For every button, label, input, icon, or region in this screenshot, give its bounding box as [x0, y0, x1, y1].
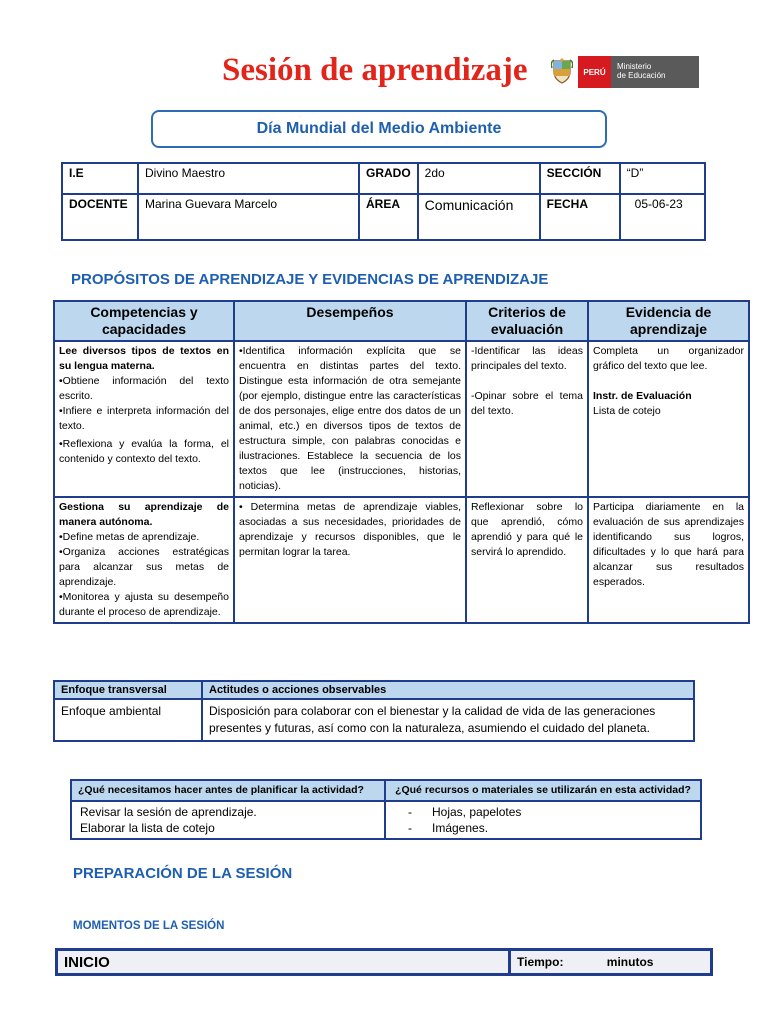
ie-value: Divino Maestro	[138, 163, 359, 194]
material-item: - Hojas, papelotes	[408, 804, 692, 820]
enfoque-header: Enfoque transversal	[54, 681, 202, 699]
enfoque-name: Enfoque ambiental	[54, 699, 202, 741]
material-item: - Imágenes.	[408, 820, 692, 836]
competencia-title: Lee diversos tipos de textos en su lengua materna.	[59, 345, 229, 372]
tiempo-cell	[510, 950, 712, 975]
col-header-desempenos: Desempeños	[234, 301, 466, 341]
enfoque-description: Disposición para colaborar con el bienestar y la calidad de vida de las generaciones presentes y futuras, así como con la naturaleza, asumiendo el cuidado del planeta.	[202, 699, 694, 741]
ie-label: I.E	[62, 163, 138, 194]
capacidad-item: •Infiere e interpreta información del texto.	[59, 405, 229, 432]
fecha-label: FECHA	[540, 194, 620, 240]
tarea-item: Elaborar la lista de cotejo	[80, 821, 215, 835]
tiempo-label: Tiempo:	[517, 955, 564, 969]
capacidad-item: •Obtiene información del texto escrito.	[59, 375, 229, 402]
ministry-logo	[578, 56, 699, 88]
table-row	[71, 801, 701, 839]
fecha-value: 05-06-23	[620, 194, 705, 240]
table-row	[54, 341, 749, 497]
competencia-title: Gestiona su aprendizaje de manera autónoma.	[59, 501, 229, 528]
col-header-evidencia: Evidencia de aprendizaje	[588, 301, 749, 341]
peru-shield-icon	[551, 58, 573, 84]
area-label: ÁREA	[359, 194, 418, 240]
tareas-header: ¿Qué necesitamos hacer antes de planificar la actividad?	[71, 780, 385, 801]
area-value: Comunicación	[418, 194, 540, 240]
seccion-label: SECCIÓN	[540, 163, 620, 194]
actitudes-header: Actitudes o acciones observables	[202, 681, 694, 699]
session-subtitle: Día Mundial del Medio Ambiente	[151, 110, 607, 148]
grado-label: GRADO	[359, 163, 418, 194]
instrumento-label: Instr. de Evaluación	[593, 390, 692, 402]
evidencia-cell: Participa diariamente en la evaluación de sus aprendizajes identificando sus logros, dificultades y lo que hará para alcanzar sus resultados esperados.	[588, 497, 749, 623]
peru-label: PERÚ	[578, 56, 611, 88]
criterio-cell: Reflexionar sobre lo que aprendió, cómo aprendió y para qué le servirá lo aprendido.	[466, 497, 588, 623]
enfoque-table	[53, 680, 695, 742]
seccion-value: “D”	[620, 163, 705, 194]
ministry-line1: Ministerio	[617, 62, 652, 71]
evidencia-cell	[588, 341, 749, 497]
recursos-table	[70, 779, 702, 840]
session-info-table	[61, 162, 706, 241]
instrumento-value: Lista de cotejo	[593, 405, 661, 417]
capacidad-item: •Monitorea y ajusta su desempeño durante el proceso de aprendizaje.	[59, 591, 229, 618]
purposes-heading: PROPÓSITOS DE APRENDIZAJE Y EVIDENCIAS DE APRENDIZAJE	[71, 271, 549, 288]
tareas-cell	[71, 801, 385, 839]
purposes-table	[53, 300, 750, 624]
tarea-item: Revisar la sesión de aprendizaje.	[80, 805, 257, 819]
competencia-cell	[54, 341, 234, 497]
criterio-cell	[466, 341, 588, 497]
docente-label: DOCENTE	[62, 194, 138, 240]
inicio-label: INICIO	[57, 950, 510, 975]
criterio-item: -Opinar sobre el tema del texto.	[471, 390, 583, 417]
inicio-table	[55, 948, 713, 976]
capacidad-item: •Organiza acciones estratégicas para alcanzar sus metas de aprendizaje.	[59, 546, 229, 588]
col-header-competencias: Competencias y capacidades	[54, 301, 234, 341]
preparation-heading: PREPARACIÓN DE LA SESIÓN	[73, 865, 293, 882]
capacidad-item: •Define metas de aprendizaje.	[59, 531, 200, 543]
moments-heading: MOMENTOS DE LA SESIÓN	[73, 920, 225, 932]
page-title: Sesión de aprendizaje	[222, 52, 528, 88]
desempeno-cell: •Identifica información explícita que se encuentra en distintas partes del texto. Distingue esta información de otra semejante (por ejemplo, distingue entre las características de dos personajes, elige entre dos datos de un animal, etc.) en diversos tipos de textos de estructura simple, con palabras conocidas e ilustraciones. Establece la secuencia de los textos que lee (instrucciones, historias, noticias).	[234, 341, 466, 497]
competencia-cell	[54, 497, 234, 623]
col-header-criterios: Criterios de evaluación	[466, 301, 588, 341]
evidencia-text: Completa un organizador gráfico del texto que lee.	[593, 345, 744, 372]
table-row	[54, 699, 694, 741]
criterio-item: -Identificar las ideas principales del texto.	[471, 345, 583, 372]
minutos-label: minutos	[606, 955, 654, 969]
materiales-header: ¿Qué recursos o materiales se utilizarán en esta actividad?	[385, 780, 701, 801]
capacidad-item: •Reflexiona y evalúa la forma, el contenido y contexto del texto.	[59, 438, 229, 465]
grado-value: 2do	[418, 163, 540, 194]
materiales-cell	[385, 801, 701, 839]
desempeno-cell: • Determina metas de aprendizaje viables, asociadas a sus necesidades, prioridades de aprendizaje y recursos disponibles, que le permitan lograr la tarea.	[234, 497, 466, 623]
docente-value: Marina Guevara Marcelo	[138, 194, 359, 240]
ministry-line2: de Educación	[617, 71, 666, 80]
table-row	[54, 497, 749, 623]
